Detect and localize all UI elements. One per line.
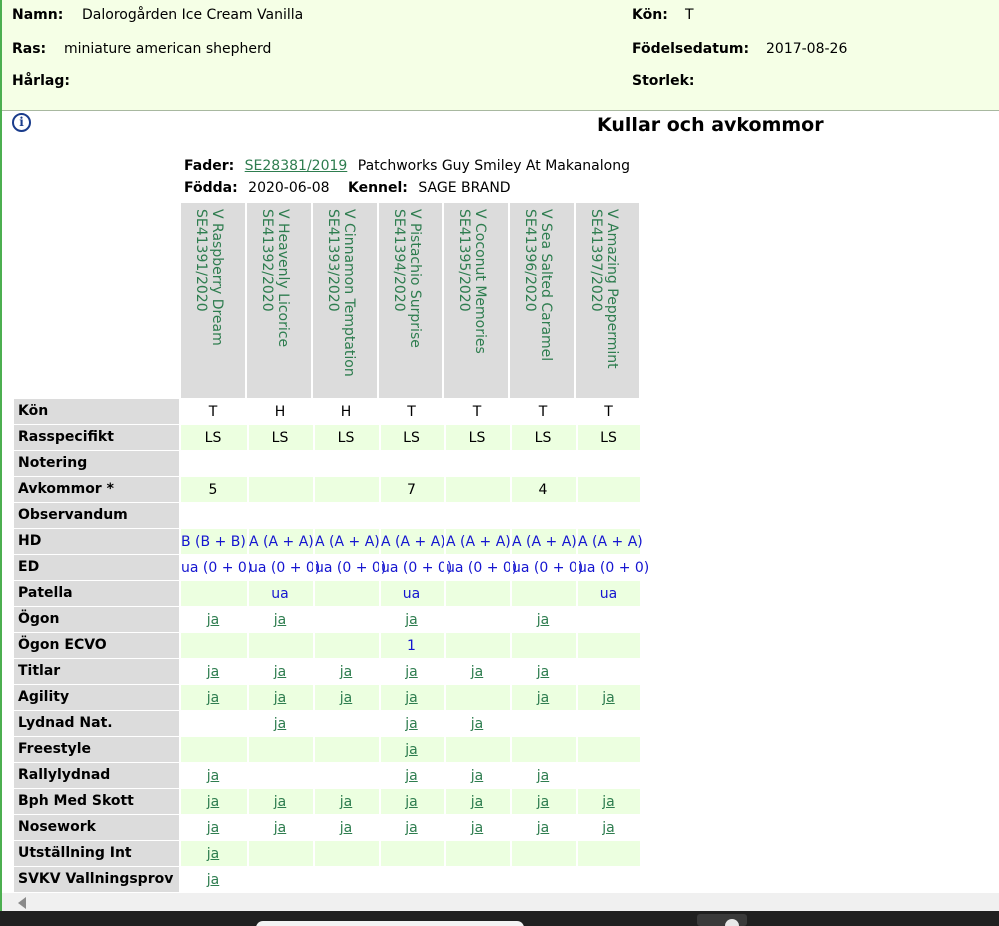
table-cell[interactable]: A (A + A) (444, 529, 508, 554)
table-row (14, 555, 650, 581)
pup-name-link[interactable]: V Heavenly Licorice (275, 209, 291, 348)
table-cell (181, 503, 245, 528)
row-cells (181, 789, 640, 814)
row-cells (181, 867, 640, 892)
table-cell[interactable]: ja (247, 815, 311, 840)
table-row (14, 711, 640, 737)
pup-name-link[interactable]: V Cinnamon Temptation (341, 209, 357, 377)
table-cell[interactable]: ja (510, 815, 574, 840)
table-cell: T (379, 399, 442, 424)
kennel-name: SAGE BRAND (418, 180, 511, 196)
table-cell: H (247, 399, 311, 424)
table-cell[interactable]: ua (247, 581, 311, 606)
sex-label: Kön: (632, 7, 668, 23)
row-cells (181, 815, 640, 840)
born-date: 2020-06-08 (248, 180, 330, 196)
pup-column-header[interactable] (576, 203, 639, 398)
table-cell[interactable]: ja (576, 789, 639, 814)
table-cell (379, 867, 442, 892)
table-cell[interactable]: ja (247, 659, 311, 684)
table-cell: LS (576, 425, 639, 450)
info-icon[interactable]: i (12, 113, 31, 132)
size-label: Storlek: (632, 73, 695, 89)
dog-name: Dalorogården Ice Cream Vanilla (82, 7, 304, 23)
table-cell (576, 763, 639, 788)
table-cell: T (444, 399, 508, 424)
row-label: Kön (14, 399, 179, 424)
table-cell (576, 633, 639, 658)
pup-header-text[interactable] (193, 209, 225, 398)
table-cell (576, 503, 639, 528)
pup-reg-number: SE41391/2020 (193, 209, 209, 312)
row-cells (181, 581, 640, 606)
table-cell (313, 477, 377, 502)
row-cells (181, 737, 640, 762)
table-cell[interactable]: ua (576, 581, 639, 606)
table-row (14, 425, 640, 451)
table-cell[interactable]: ua (379, 581, 442, 606)
table-cell[interactable]: ja (444, 659, 508, 684)
table-cell[interactable]: ja (510, 789, 574, 814)
pup-name-link[interactable]: V Amazing Peppermint (604, 209, 620, 369)
table-cell[interactable]: ja (379, 659, 442, 684)
table-row (14, 581, 640, 607)
table-row (14, 841, 640, 867)
pup-header-text[interactable] (259, 209, 291, 398)
row-cells (181, 841, 640, 866)
row-label: Utställning Int (14, 841, 179, 866)
row-label: Lydnad Nat. (14, 711, 179, 736)
dob-label: Födelsedatum: (632, 41, 750, 57)
table-row (14, 659, 640, 685)
table-cell (444, 867, 508, 892)
table-cell (313, 607, 377, 632)
table-cell (576, 867, 639, 892)
born-line (184, 180, 511, 196)
pup-header-text[interactable] (456, 209, 488, 398)
table-cell (510, 581, 574, 606)
table-cell[interactable]: ja (576, 815, 639, 840)
table-cell (181, 711, 245, 736)
table-row (14, 867, 640, 893)
table-cell[interactable]: ja (313, 685, 377, 710)
table-cell (313, 711, 377, 736)
table-cell[interactable]: ja (313, 659, 377, 684)
row-cells (181, 685, 640, 710)
table-cell[interactable]: ja (247, 789, 311, 814)
table-cell: H (313, 399, 377, 424)
table-row (14, 503, 640, 529)
sire-label: Fader: (184, 158, 235, 174)
table-cell (181, 581, 245, 606)
table-cell[interactable]: ja (379, 763, 442, 788)
table-cell (444, 607, 508, 632)
table-cell[interactable]: ja (247, 607, 311, 632)
pup-header-text[interactable] (588, 209, 620, 398)
table-cell[interactable]: ja (206, 820, 220, 836)
table-cell[interactable]: ua (0 + 0) (510, 555, 574, 580)
table-cell: LS (313, 425, 377, 450)
table-cell (247, 763, 311, 788)
table-cell (510, 841, 574, 866)
table-cell[interactable]: ja (510, 607, 574, 632)
table-cell: LS (204, 430, 222, 446)
table-cell (444, 633, 508, 658)
table-cell (313, 451, 377, 476)
table-cell (576, 607, 639, 632)
row-cells (181, 555, 650, 580)
row-cells (181, 607, 640, 632)
row-label: Rasspecifikt (14, 425, 179, 450)
table-cell (247, 633, 311, 658)
table-cell (510, 503, 574, 528)
dog-breed: miniature american shepherd (64, 41, 272, 57)
pup-name-link[interactable]: V Coconut Memories (472, 209, 488, 354)
table-cell (444, 685, 508, 710)
row-cells (181, 529, 643, 554)
row-label: Ögon (14, 607, 179, 632)
table-cell: 5 (208, 482, 218, 498)
row-label: Patella (14, 581, 179, 606)
pup-header-text[interactable] (522, 209, 554, 398)
table-cell: LS (379, 425, 442, 450)
table-row (14, 763, 640, 789)
table-cell[interactable]: ja (206, 768, 220, 784)
table-cell[interactable]: ja (510, 763, 574, 788)
table-cell[interactable]: ja (444, 815, 508, 840)
table-cell[interactable]: ja (206, 664, 220, 680)
table-cell[interactable]: ja (576, 685, 639, 710)
coat-label: Hårlag: (12, 73, 70, 89)
pup-reg-number: SE41395/2020 (456, 209, 472, 312)
table-cell: T (510, 399, 574, 424)
table-cell[interactable]: B (B + B) (181, 534, 246, 550)
table-row (14, 399, 640, 425)
table-cell (313, 581, 377, 606)
taskbar-app-icon[interactable] (725, 919, 739, 926)
table-cell (247, 867, 311, 892)
pup-column-header[interactable] (379, 203, 442, 398)
table-cell[interactable]: ja (206, 690, 220, 706)
table-row (14, 607, 640, 633)
pup-reg-number: SE41396/2020 (522, 209, 538, 312)
table-cell: 4 (510, 477, 574, 502)
row-cells (181, 399, 640, 424)
table-cell (247, 503, 311, 528)
pup-name-link[interactable]: V Raspberry Dream (209, 209, 225, 346)
table-cell (313, 737, 377, 762)
row-label: Rallylydnad (14, 763, 179, 788)
taskbar (0, 911, 999, 926)
table-cell[interactable]: ja (247, 685, 311, 710)
table-cell (313, 763, 377, 788)
row-label: Bph Med Skott (14, 789, 179, 814)
table-cell (576, 841, 639, 866)
table-cell (313, 867, 377, 892)
row-cells (181, 451, 640, 476)
row-cells (181, 633, 640, 658)
table-cell (181, 737, 245, 762)
page-title: Kullar och avkommor (597, 114, 824, 136)
table-cell (510, 633, 574, 658)
dog-sex: T (685, 7, 694, 23)
table-cell[interactable]: ja (379, 789, 442, 814)
row-label: ED (14, 555, 179, 580)
row-label: Titlar (14, 659, 179, 684)
sire-reg-link[interactable]: SE28381/2019 (244, 158, 348, 174)
row-label: Nosework (14, 815, 179, 840)
row-label: Freestyle (14, 737, 179, 762)
table-cell[interactable]: A (A + A) (247, 529, 311, 554)
table-cell (510, 867, 574, 892)
table-cell (510, 737, 574, 762)
table-cell[interactable]: A (A + A) (313, 529, 377, 554)
table-cell (247, 477, 311, 502)
table-cell[interactable]: ja (510, 659, 574, 684)
table-cell[interactable]: ua (0 + 0) (576, 555, 639, 580)
table-cell[interactable]: ja (379, 607, 442, 632)
table-cell (444, 477, 508, 502)
table-cell[interactable]: ua (0 + 0) (444, 555, 508, 580)
pup-header-text[interactable] (391, 209, 423, 398)
table-cell[interactable]: ja (206, 612, 220, 628)
table-cell[interactable]: ja (247, 711, 311, 736)
pup-reg-number: SE41392/2020 (259, 209, 275, 312)
table-cell (576, 711, 639, 736)
table-cell: T (208, 404, 218, 420)
table-row (14, 685, 640, 711)
table-cell (576, 477, 639, 502)
table-cell (444, 841, 508, 866)
table-cell (247, 451, 311, 476)
pup-reg-number: SE41394/2020 (391, 209, 407, 312)
table-row (14, 529, 643, 555)
scroll-left-arrow-icon[interactable] (18, 897, 26, 909)
table-cell[interactable]: A (A + A) (379, 529, 442, 554)
kennel-label: Kennel: (347, 180, 408, 196)
table-cell (444, 581, 508, 606)
row-cells (181, 711, 640, 736)
row-label: Avkommor * (14, 477, 179, 502)
sire-name: Patchworks Guy Smiley At Makanalong (357, 158, 630, 174)
row-cells (181, 477, 640, 502)
breed-label: Ras: (12, 41, 47, 57)
table-cell (510, 711, 574, 736)
born-label: Födda: (184, 180, 238, 196)
table-cell[interactable]: ja (206, 872, 220, 888)
table-cell: LS (247, 425, 311, 450)
table-cell[interactable]: A (A + A) (510, 529, 574, 554)
table-cell[interactable]: ja (206, 846, 220, 862)
dog-dob: 2017-08-26 (766, 41, 848, 57)
table-cell (247, 841, 311, 866)
table-cell[interactable]: ja (313, 789, 377, 814)
table-cell[interactable]: ua (0 + 0) (181, 560, 253, 576)
table-cell: 7 (379, 477, 442, 502)
row-label: SVKV Vallningsprov (14, 867, 179, 892)
table-cell (247, 737, 311, 762)
table-cell[interactable]: ja (313, 815, 377, 840)
table-cell[interactable]: ja (206, 794, 220, 810)
table-cell (510, 451, 574, 476)
table-cell[interactable]: ja (379, 685, 442, 710)
table-cell[interactable]: ja (379, 815, 442, 840)
table-row (14, 451, 640, 477)
table-cell: T (576, 399, 639, 424)
row-cells (181, 763, 640, 788)
table-cell[interactable]: ja (379, 711, 442, 736)
table-cell: LS (510, 425, 574, 450)
table-cell[interactable]: ua (0 + 0) (247, 555, 311, 580)
pup-name-link[interactable]: V Sea Salted Caramel (538, 209, 554, 362)
table-cell (313, 841, 377, 866)
table-cell (576, 659, 639, 684)
horizontal-scrollbar[interactable] (2, 893, 999, 911)
pup-column-header[interactable] (181, 203, 245, 398)
table-cell (181, 451, 245, 476)
pup-column-header[interactable] (247, 203, 311, 398)
row-label: Ögon ECVO (14, 633, 179, 658)
row-label: Observandum (14, 503, 179, 528)
table-cell[interactable]: ua (0 + 0) (379, 555, 442, 580)
table-cell (379, 841, 442, 866)
table-cell[interactable]: A (A + A) (576, 529, 639, 554)
row-cells (181, 503, 640, 528)
name-label: Namn: (12, 7, 64, 23)
table-row (14, 789, 640, 815)
table-cell (181, 633, 245, 658)
table-cell[interactable]: ja (444, 789, 508, 814)
pup-column-header[interactable] (444, 203, 508, 398)
pup-column-header[interactable] (313, 203, 377, 398)
table-cell[interactable]: ja (444, 711, 508, 736)
pup-reg-number: SE41397/2020 (588, 209, 604, 312)
table-cell[interactable]: ja (379, 737, 442, 762)
pup-reg-number: SE41393/2020 (325, 209, 341, 312)
table-row (14, 477, 640, 503)
row-label: Notering (14, 451, 179, 476)
table-cell (313, 503, 377, 528)
table-cell (444, 503, 508, 528)
pup-name-link[interactable]: V Pistachio Surprise (407, 209, 423, 348)
table-cell (576, 451, 639, 476)
table-cell[interactable]: 1 (379, 633, 442, 658)
pup-column-header[interactable] (510, 203, 574, 398)
row-cells (181, 659, 640, 684)
row-label: Agility (14, 685, 179, 710)
table-row (14, 815, 640, 841)
table-cell[interactable]: ua (0 + 0) (313, 555, 377, 580)
table-row (14, 737, 640, 763)
dog-info-panel (2, 0, 999, 111)
table-cell (379, 451, 442, 476)
taskbar-app-button[interactable] (697, 914, 747, 926)
pup-header-text[interactable] (325, 209, 357, 398)
table-cell (576, 737, 639, 762)
table-cell[interactable]: ja (510, 685, 574, 710)
row-label: HD (14, 529, 179, 554)
table-cell: LS (444, 425, 508, 450)
sire-line (184, 158, 630, 174)
table-cell (379, 503, 442, 528)
table-cell (313, 633, 377, 658)
row-cells (181, 425, 640, 450)
taskbar-search-box[interactable] (256, 921, 524, 926)
table-row (14, 633, 640, 659)
table-cell (444, 451, 508, 476)
table-cell (444, 737, 508, 762)
table-cell[interactable]: ja (444, 763, 508, 788)
